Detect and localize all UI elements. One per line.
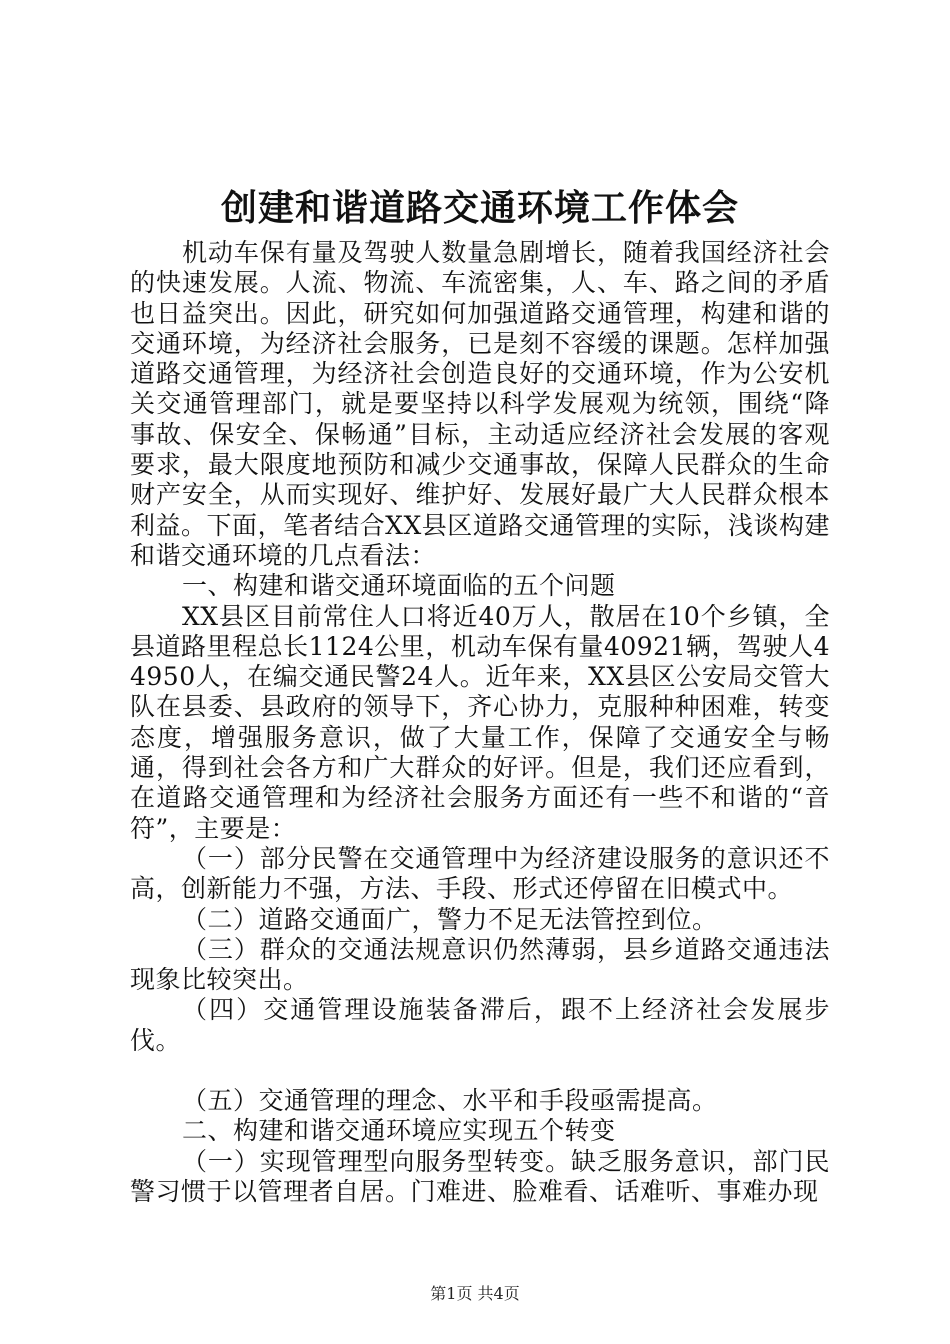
list-item-problem-4: （四）交通管理设施装备滞后，跟不上经济社会发展步伐。 — [130, 995, 830, 1055]
list-item-problem-2: （二）道路交通面广，警力不足无法管控到位。 — [182, 904, 718, 934]
list-item-problem-5: （五）交通管理的理念、水平和手段亟需提高。 — [182, 1086, 718, 1116]
document-title: 创建和谐道路交通环境工作体会 — [220, 187, 739, 229]
list-item-problem-1: （一）部分民警在交通管理中为经济建设服务的意识还不高，创新能力不强，方法、手段、形式还停留在旧模式中。 — [130, 843, 830, 904]
section-heading-1: 一、构建和谐交通环境面临的五个问题 — [182, 571, 616, 601]
paragraph-background: XX县区目前常住人口将近40万人，散居在10个乡镇，全县道路里程总长1124公里，机动车保有量40921辆，驾驶人44950人，在编交通民警24人。近年来，XX县区公安局交管大队在县委、县政府的领导下，齐心协力，克服种种困难，转变态度，增强服务意识，做了大量工作，保障了交通安全与畅通，得到社会各方和广大群众的好评。但是，我们还应看到，在道路交通管理和为经济社会服务方面还有一些不和谐的“音符”，主要是： — [130, 601, 830, 843]
paragraph-change-1: （一）实现管理型向服务型转变。缺乏服务意识，部门民警习惯于以管理者自居。门难进、脸难看、话难听、事难办现 — [130, 1146, 830, 1206]
document-page — [130, 178, 830, 1207]
section-heading-2: 二、构建和谐交通环境应实现五个转变 — [182, 1116, 616, 1146]
list-item-problem-3: （三）群众的交通法规意识仍然薄弱，县乡道路交通违法现象比较突出。 — [130, 934, 830, 995]
paragraph-intro: 机动车保有量及驾驶人数量急剧增长，随着我国经济社会的快速发展。人流、物流、车流密集，人、车、路之间的矛盾也日益突出。因此，研究如何加强道路交通管理，构建和谐的交通环境，为经济社会服务，已是刻不容缓的课题。怎样加强道路交通管理，为经济社会创造良好的交通环境，作为公安机关交通管理部门，就是要坚持以科学发展观为统领，围绕“降事故、保安全、保畅通”目标，主动适应经济社会发展的客观要求，最大限度地预防和减少交通事故，保障人民群众的生命财产安全，从而实现好、维护好、发展好最广大人民群众根本利益。下面，笔者结合XX县区道路交通管理的实际，浅谈构建和谐交通环境的几点看法： — [130, 238, 830, 570]
document-body — [130, 238, 830, 1207]
page-footer: 第1页 共4页 — [430, 1284, 520, 1303]
